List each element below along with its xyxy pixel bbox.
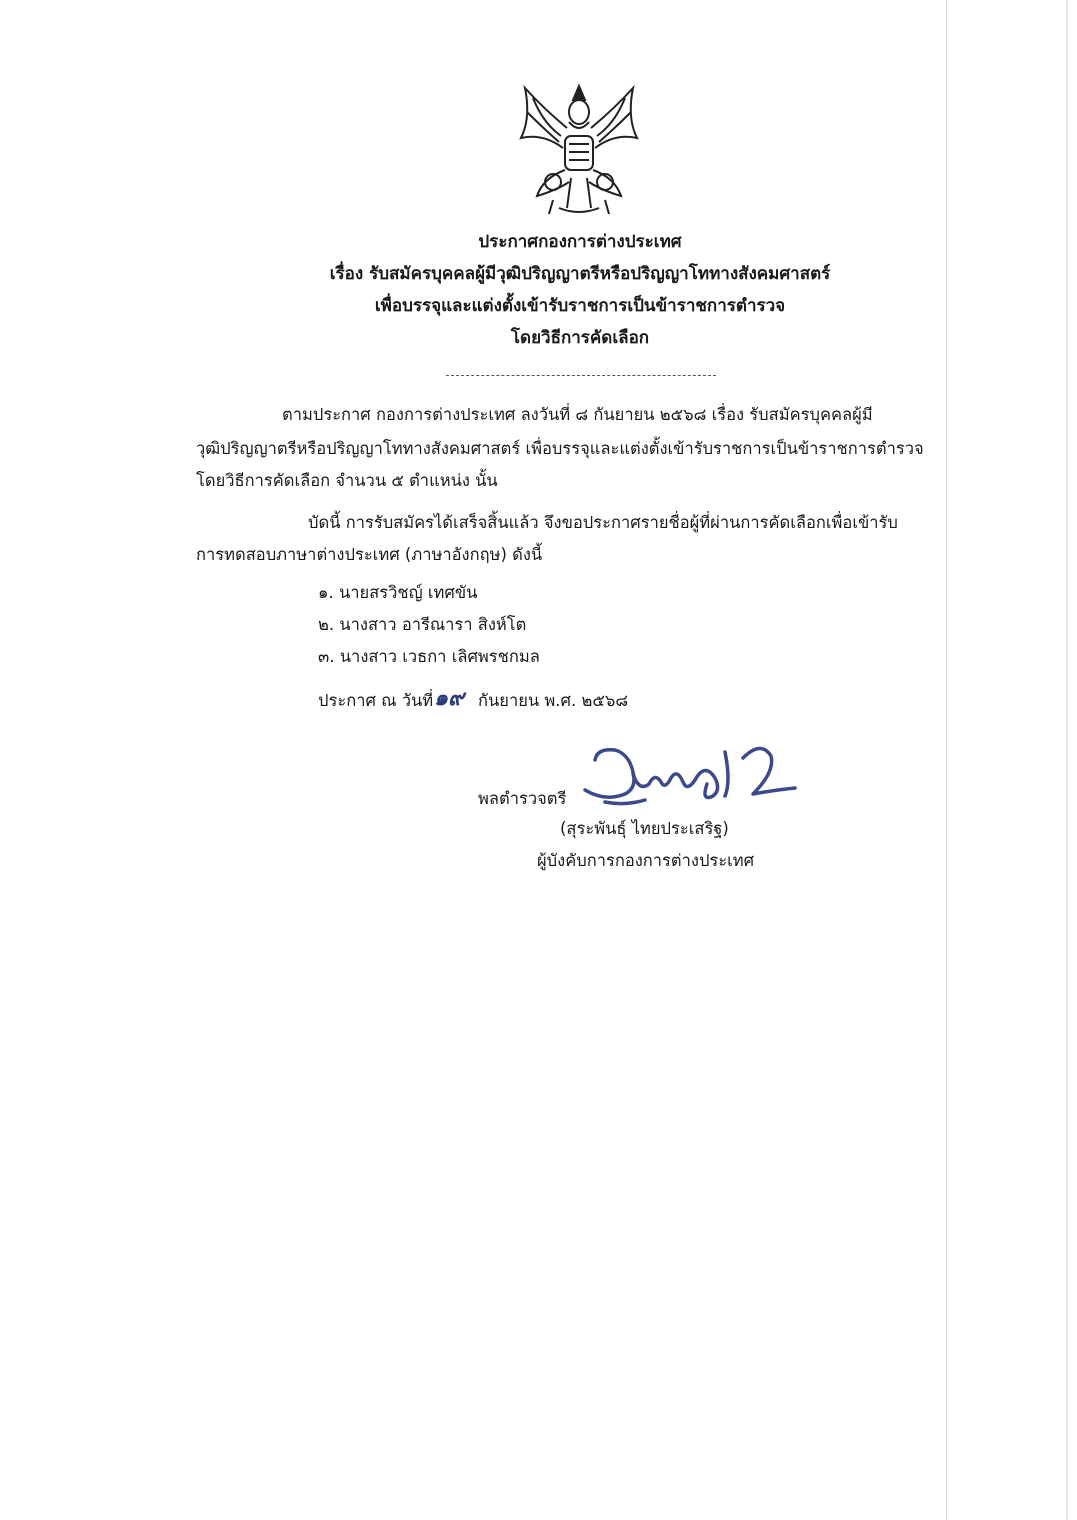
announcement-title: ประกาศกองการต่างประเทศ <box>478 232 682 252</box>
paragraph-1-line-2: วุฒิปริญญาตรีหรือปริญญาโททางสังคมศาสตร์ เพื่อบรรจุและแต่งตั้งเข้ารับราชการเป็นข้าราชการตำรวจ <box>196 439 924 458</box>
signature-image <box>575 732 805 812</box>
subject-line: เรื่อง รับสมัครบุคคลผู้มีวุฒิปริญญาตรีหรือปริญญาโททางสังคมศาสตร์ <box>329 264 831 284</box>
list-item: ๑. นายสรวิชญ์ เทศขัน <box>318 583 478 602</box>
subject-line-3: โดยวิธีการคัดเลือก <box>510 328 650 348</box>
signer-rank: พลตำรวจตรี <box>478 789 567 808</box>
date-prefix: ประกาศ ณ วันที่ <box>318 691 434 710</box>
list-item: ๓. นางสาว เวธกา เลิศพรชกมล <box>318 647 540 666</box>
date-suffix: กันยายน พ.ศ. ๒๕๖๘ <box>478 691 629 710</box>
paragraph-2-line-1: บัดนี้ การรับสมัครได้เสร็จสิ้นแล้ว จึงขอประกาศรายชื่อผู้ที่ผ่านการคัดเลือกเพื่อเข้ารับ <box>308 513 898 532</box>
paragraph-1-line-3: โดยวิธีการคัดเลือก จำนวน ๕ ตำแหน่ง นั้น <box>196 471 498 490</box>
divider <box>446 375 716 376</box>
garuda-emblem-icon <box>513 78 645 218</box>
signer-position: ผู้บังคับการกองการต่างประเทศ <box>537 851 755 870</box>
scan-edge-line <box>1066 0 1068 1520</box>
paragraph-2-line-2: การทดสอบภาษาต่างประเทศ (ภาษาอังกฤษ) ดังนี้ <box>196 545 543 564</box>
paragraph-1-line-1: ตามประกาศ กองการต่างประเทศ ลงวันที่ ๘ กันยายน ๒๕๖๘ เรื่อง รับสมัครบุคคลผู้มี <box>282 405 873 424</box>
list-item: ๒. นางสาว อารีณารา สิงห์โต <box>318 615 527 634</box>
subject-line-2: เพื่อบรรจุและแต่งตั้งเข้ารับราชการเป็นข้าราชการตำรวจ <box>374 296 786 316</box>
date-day-handwritten: ๑๙ <box>434 686 465 711</box>
signer-name: (สุระพันธุ์ ไทยประเสริฐ) <box>560 819 729 838</box>
